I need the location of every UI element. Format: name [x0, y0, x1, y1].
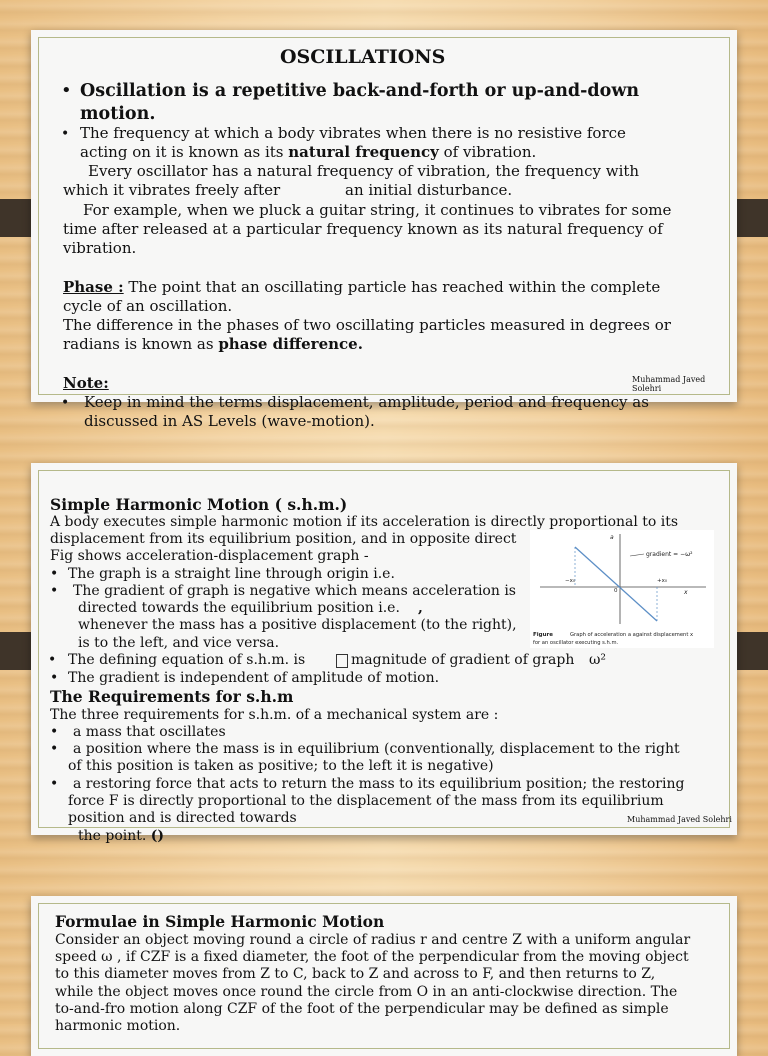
author-credit: Muhammad Javed Solehri: [627, 815, 732, 824]
bullet-marker: •: [61, 395, 70, 411]
phase-label: Phase :: [63, 278, 124, 296]
graph-bullet-2-line-2a: directed towards the equilibrium position i.e.: [78, 600, 400, 616]
example-line-3: vibration.: [63, 239, 137, 257]
graph-bullet-2-line-1: The gradient of graph is negative which means acceleration is: [73, 583, 516, 599]
formulae-line-4: while the object moves once round the circle from O in an anti-clockwise direction. The: [55, 984, 678, 1000]
formulae-line-2: speed ω , if CZF is a fixed diameter, the foot of the perpendicular from the moving object: [55, 949, 689, 965]
requirements-intro: The three requirements for s.h.m. of a mechanical system are :: [50, 707, 499, 723]
bullet-marker: •: [50, 670, 59, 686]
formulae-line-1: Consider an object moving round a circle of radius r and centre Z with a uniform angular: [55, 932, 691, 948]
requirement-3-line-2: force F is directly proportional to the displacement of the mass from its equilibrium: [68, 793, 664, 809]
bullet-marker: •: [50, 741, 59, 757]
oscillator-line-2a: which it vibrates freely after: [63, 181, 281, 199]
requirement-3-line-1: a restoring force that acts to return the mass to its equilibrium position; the restoring: [73, 776, 685, 792]
bullet-marker: •: [50, 724, 59, 740]
phase-definition-line-1: Phase : The point that an oscillating particle has reached within the complete: [63, 278, 661, 296]
shm-intro-line-2: displacement from its equilibrium position, and in opposite direct: [50, 531, 517, 547]
missing-glyph-box: [336, 654, 348, 668]
requirement-3-line-3: position and is directed towards: [68, 810, 297, 826]
bullet-marker: •: [61, 126, 70, 142]
graph-bullet-2-line-3: whenever the mass has a positive displacement (to the right),: [78, 617, 517, 633]
oscillator-line-1: Every oscillator has a natural frequency of vibration, the frequency with: [88, 162, 640, 180]
gradient-line: [575, 547, 657, 621]
bullet-marker: •: [50, 583, 59, 599]
neg-x-label: −x₀: [565, 578, 576, 584]
note-line-2: discussed in AS Levels (wave-motion).: [84, 412, 375, 430]
main-bullet-line-2: motion.: [80, 104, 156, 124]
origin-label: 0: [614, 588, 618, 594]
graph-bullet-3a: The defining equation of s.h.m. is: [68, 652, 306, 668]
graph-bullet-1: The graph is a straight line through origin i.e.: [68, 566, 395, 582]
note-label: Note:: [63, 374, 109, 392]
requirements-heading: The Requirements for s.h.m: [50, 687, 294, 706]
example-line-1: For example, when we pluck a guitar string, it continues to vibrates for some: [83, 201, 672, 219]
phase-difference-line-2: radians is known as phase difference.: [63, 335, 363, 353]
requirement-2-line-1: a position where the mass is in equilibrium (conventionally, displacement to the right: [73, 741, 680, 757]
bullet-marker: •: [61, 80, 72, 101]
graph-bullet-4: The gradient is independent of amplitude of motion.: [68, 670, 440, 686]
caption-line-2: for an oscillator executing s.h.m.: [533, 640, 619, 646]
natural-frequency-line-1: The frequency at which a body vibrates when there is no resistive force: [80, 124, 626, 142]
formulae-line-5: to-and-fro motion along CZF of the foot of the perpendicular may be defined as simple: [55, 1001, 669, 1017]
gradient-label: gradient = −ω²: [646, 551, 693, 558]
note-line-1: Keep in mind the terms displacement, amplitude, period and frequency as: [84, 393, 649, 411]
author-credit-line-1: Muhammad Javed: [632, 375, 706, 384]
gradient-pointer: [630, 554, 644, 556]
slide-title: OSCILLATIONS: [280, 46, 446, 68]
graph-svg: [530, 530, 714, 648]
requirement-1: a mass that oscillates: [73, 724, 226, 740]
caption-figure: Figure: [533, 632, 553, 638]
author-credit-line-2: Solehri: [632, 384, 662, 393]
requirement-2-line-2: of this position is taken as positive; to the left it is negative): [68, 758, 494, 774]
graph-bullet-3b: magnitude of gradient of graph: [351, 652, 575, 668]
graph-bullet-2-line-4: is to the left, and vice versa.: [78, 635, 280, 651]
fig-line: Fig shows acceleration-displacement graph -: [50, 548, 369, 564]
bullet-marker: •: [50, 776, 59, 792]
acceleration-displacement-graph: [530, 530, 714, 648]
phase-difference-line-1: The difference in the phases of two oscillating particles measured in degrees or: [63, 316, 671, 334]
x-axis-label: x: [684, 589, 688, 596]
y-axis-label: a: [610, 534, 614, 541]
shm-heading: Simple Harmonic Motion ( s.h.m.): [50, 495, 348, 514]
bullet-marker: •: [48, 652, 57, 668]
caption-line-1: Graph of acceleration a against displacement x: [570, 632, 694, 638]
requirement-3-line-4: the point. (): [78, 828, 165, 844]
main-bullet-line-1: Oscillation is a repetitive back-and-forth or up-and-down: [80, 81, 640, 101]
oscillator-line-2b: an initial disturbance.: [345, 181, 513, 199]
pos-x-label: +x₀: [657, 578, 668, 584]
omega-squared: ω²: [589, 652, 607, 668]
formulae-heading: Formulae in Simple Harmonic Motion: [55, 912, 385, 931]
natural-frequency-line-2: acting on it is known as its natural frequency of vibration.: [80, 143, 537, 161]
shm-intro-line-1: A body executes simple harmonic motion if its acceleration is directly proportional to its: [50, 514, 679, 530]
formulae-line-6: harmonic motion.: [55, 1018, 181, 1034]
bullet-marker: •: [50, 566, 59, 582]
phase-definition-line-2: cycle of an oscillation.: [63, 297, 233, 315]
formulae-line-3: to this diameter moves from Z to C, back to Z and across to F, and then returns to Z,: [55, 966, 656, 982]
graph-bullet-2-line-2b: ,: [418, 600, 423, 616]
example-line-2: time after released at a particular frequency known as its natural frequency of: [63, 220, 663, 238]
